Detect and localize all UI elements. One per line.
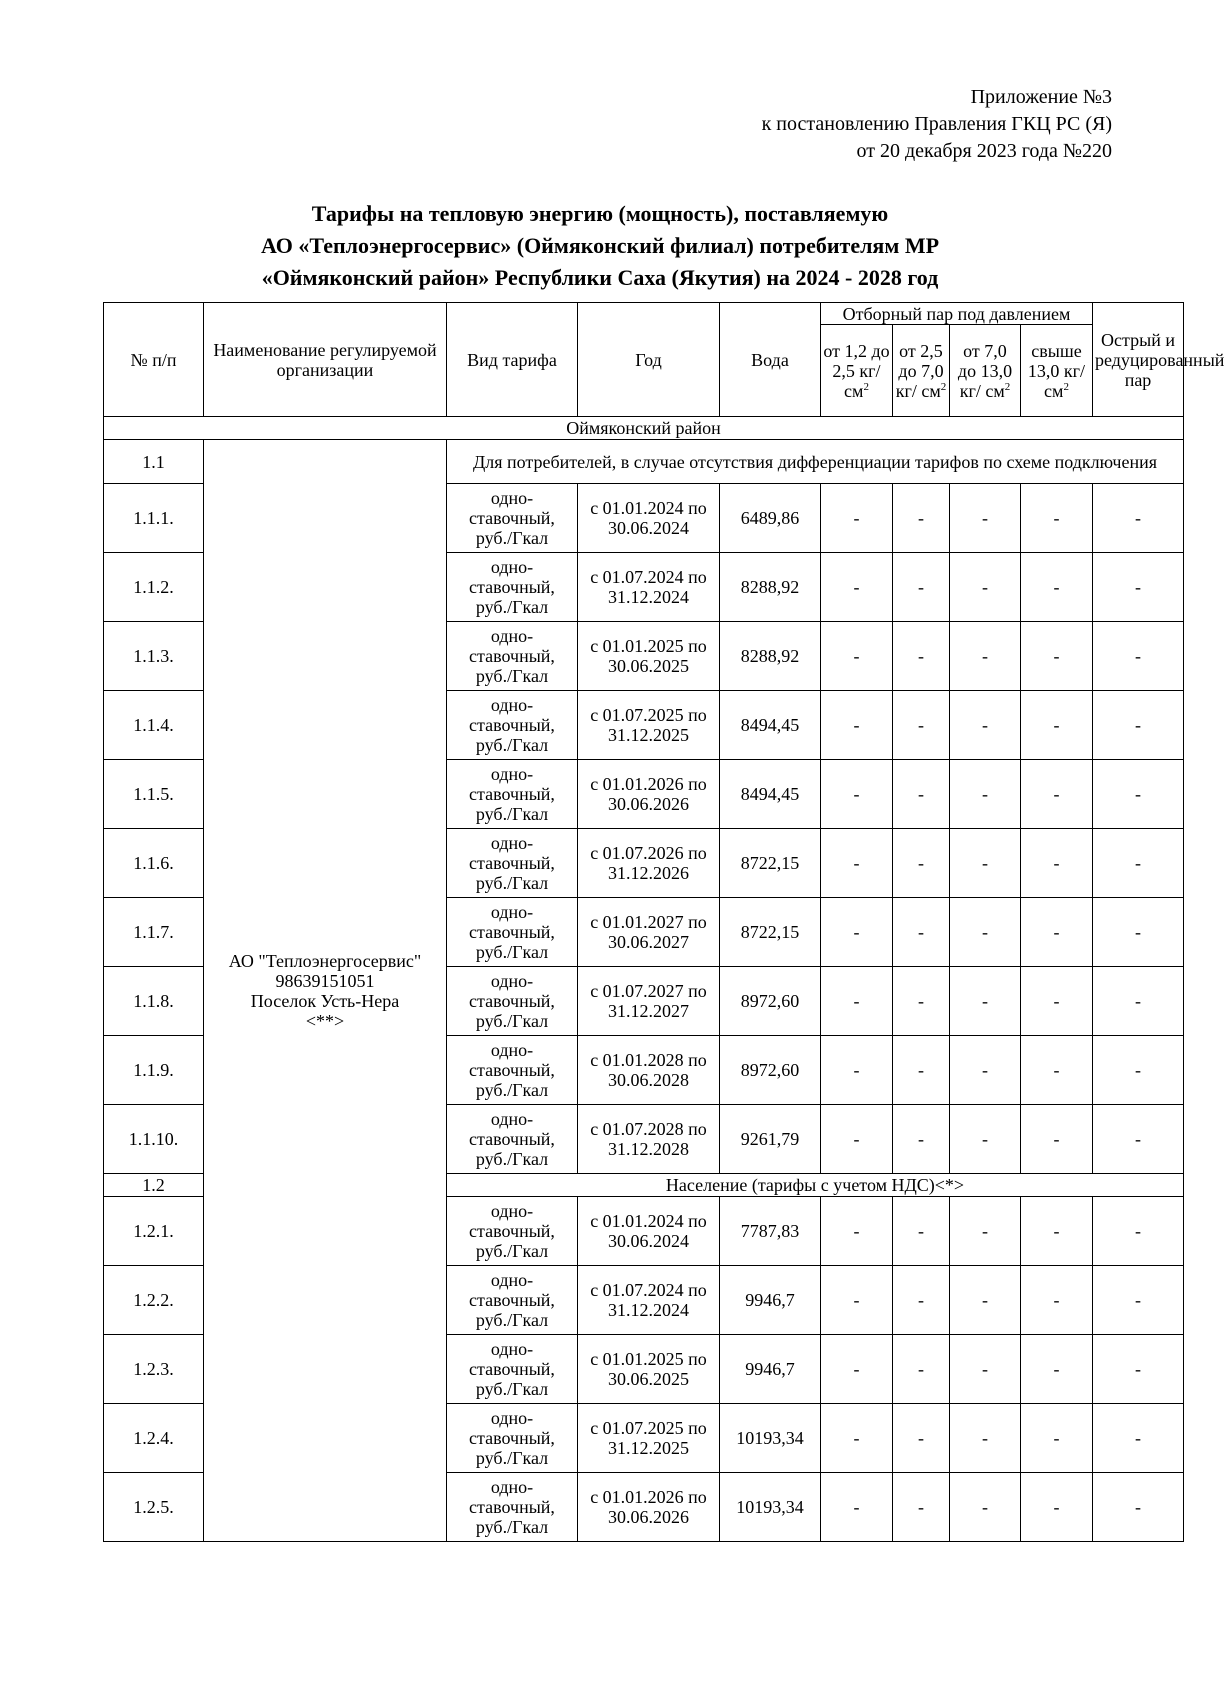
group-2-title: Население (тарифы с учетом НДС)<*> — [447, 1174, 1184, 1197]
cell-p1: - — [821, 898, 893, 967]
cell-num: 1.2.5. — [104, 1473, 204, 1542]
cell-water: 8288,92 — [720, 622, 821, 691]
cell-water: 8972,60 — [720, 967, 821, 1036]
group-1-num: 1.1 — [104, 440, 204, 484]
cell-sharp: - — [1093, 484, 1184, 553]
cell-p4: - — [1021, 1105, 1093, 1174]
cell-sharp: - — [1093, 1473, 1184, 1542]
cell-tariff: одно-ставочный, руб./Гкал — [447, 484, 578, 553]
cell-num: 1.2.1. — [104, 1197, 204, 1266]
cell-num: 1.1.9. — [104, 1036, 204, 1105]
cell-period: с 01.01.2025 по 30.06.2025 — [578, 1335, 720, 1404]
header-pressure-1: от 1,2 до 2,5 кг/ $см^2$ — [821, 325, 893, 417]
cell-tariff: одно-ставочный, руб./Гкал — [447, 1404, 578, 1473]
cell-p2: - — [893, 967, 950, 1036]
cell-p4: - — [1021, 1473, 1093, 1542]
cell-num: 1.1.4. — [104, 691, 204, 760]
cell-p3: - — [950, 760, 1021, 829]
cell-p1: - — [821, 760, 893, 829]
document-title — [100, 198, 1100, 294]
cell-p3: - — [950, 1197, 1021, 1266]
cell-p2: - — [893, 1266, 950, 1335]
appendix-resolution: к постановлению Правления ГКЦ РС (Я) — [761, 113, 1112, 135]
cell-tariff: одно-ставочный, руб./Гкал — [447, 1335, 578, 1404]
organization-cell — [204, 440, 447, 1542]
cell-p1: - — [821, 1404, 893, 1473]
cell-p3: - — [950, 622, 1021, 691]
appendix-header — [762, 84, 1112, 165]
cell-tariff: одно-ставочный, руб./Гкал — [447, 1105, 578, 1174]
cell-p2: - — [893, 829, 950, 898]
section-title: Оймяконский район — [104, 417, 1184, 440]
cell-num: 1.2.4. — [104, 1404, 204, 1473]
cell-water: 8722,15 — [720, 898, 821, 967]
cell-sharp: - — [1093, 553, 1184, 622]
cell-period: с 01.07.2025 по 31.12.2025 — [578, 1404, 720, 1473]
cell-num: 1.1.1. — [104, 484, 204, 553]
cell-water: 8288,92 — [720, 553, 821, 622]
cell-p2: - — [893, 898, 950, 967]
cell-p1: - — [821, 622, 893, 691]
cell-p4: - — [1021, 484, 1093, 553]
cell-p2: - — [893, 691, 950, 760]
cell-water: 9946,7 — [720, 1335, 821, 1404]
cell-num: 1.1.5. — [104, 760, 204, 829]
cell-sharp: - — [1093, 1197, 1184, 1266]
cell-num: 1.2.2. — [104, 1266, 204, 1335]
cell-p3: - — [950, 691, 1021, 760]
cell-tariff: одно-ставочный, руб./Гкал — [447, 622, 578, 691]
cell-num: 1.1.7. — [104, 898, 204, 967]
cell-period: с 01.01.2027 по 30.06.2027 — [578, 898, 720, 967]
org-location: Поселок Усть-Нера — [250, 990, 400, 1011]
cell-p4: - — [1021, 691, 1093, 760]
cell-sharp: - — [1093, 1266, 1184, 1335]
header-org: Наименование регулируемой организации — [204, 303, 447, 417]
cell-water: 8972,60 — [720, 1036, 821, 1105]
cell-period: с 01.07.2027 по 31.12.2027 — [578, 967, 720, 1036]
cell-num: 1.2.3. — [104, 1335, 204, 1404]
cell-water: 6489,86 — [720, 484, 821, 553]
org-footnote: <**> — [305, 1010, 345, 1031]
cell-p3: - — [950, 484, 1021, 553]
cell-p2: - — [893, 1335, 950, 1404]
cell-sharp: - — [1093, 967, 1184, 1036]
cell-p1: - — [821, 1335, 893, 1404]
cell-tariff: одно-ставочный, руб./Гкал — [447, 1266, 578, 1335]
cell-water: 9261,79 — [720, 1105, 821, 1174]
cell-p3: - — [950, 1266, 1021, 1335]
cell-sharp: - — [1093, 829, 1184, 898]
cell-water: 8494,45 — [720, 691, 821, 760]
appendix-date: от 20 декабря 2023 года №220 — [856, 140, 1112, 162]
group-2-num: 1.2 — [104, 1174, 204, 1197]
cell-p4: - — [1021, 829, 1093, 898]
header-sharp-steam: Острый и редуцированный пар — [1093, 303, 1184, 417]
cell-period: с 01.01.2024 по 30.06.2024 — [578, 484, 720, 553]
cell-num: 1.1.6. — [104, 829, 204, 898]
cell-tariff: одно-ставочный, руб./Гкал — [447, 829, 578, 898]
cell-tariff: одно-ставочный, руб./Гкал — [447, 691, 578, 760]
cell-p2: - — [893, 760, 950, 829]
cell-sharp: - — [1093, 1105, 1184, 1174]
cell-p3: - — [950, 829, 1021, 898]
cell-period: с 01.01.2026 по 30.06.2026 — [578, 760, 720, 829]
cell-p3: - — [950, 1335, 1021, 1404]
cell-p4: - — [1021, 1036, 1093, 1105]
cell-p1: - — [821, 1105, 893, 1174]
cell-period: с 01.07.2028 по 31.12.2028 — [578, 1105, 720, 1174]
cell-period: с 01.01.2026 по 30.06.2026 — [578, 1473, 720, 1542]
cell-water: 8494,45 — [720, 760, 821, 829]
header-pressure-2: от 2,5 до 7,0 кг/ $см^2$ — [893, 325, 950, 417]
header-num: № п/п — [104, 303, 204, 417]
cell-p4: - — [1021, 760, 1093, 829]
header-year: Год — [578, 303, 720, 417]
cell-p4: - — [1021, 1404, 1093, 1473]
cell-tariff: одно-ставочный, руб./Гкал — [447, 1036, 578, 1105]
org-name: АО "Теплоэнергосервис" — [228, 950, 422, 971]
cell-p3: - — [950, 1404, 1021, 1473]
org-code: 98639151051 — [275, 970, 375, 991]
cell-p1: - — [821, 1473, 893, 1542]
cell-p2: - — [893, 1105, 950, 1174]
cell-period: с 01.01.2025 по 30.06.2025 — [578, 622, 720, 691]
header-water: Вода — [720, 303, 821, 417]
cell-period: с 01.07.2024 по 31.12.2024 — [578, 553, 720, 622]
title-line-1: Тарифы на тепловую энергию (мощность), поставляемую — [311, 201, 889, 226]
cell-sharp: - — [1093, 1036, 1184, 1105]
title-line-2: АО «Теплоэнергосервис» (Оймяконский филиал) потребителям МР — [260, 233, 940, 258]
cell-p1: - — [821, 691, 893, 760]
cell-sharp: - — [1093, 1335, 1184, 1404]
cell-water: 10193,34 — [720, 1473, 821, 1542]
cell-p2: - — [893, 1197, 950, 1266]
cell-p3: - — [950, 898, 1021, 967]
cell-p4: - — [1021, 967, 1093, 1036]
group-1-title: Для потребителей, в случае отсутствия дифференциации тарифов по схеме подключения — [447, 440, 1184, 484]
cell-p4: - — [1021, 898, 1093, 967]
cell-tariff: одно-ставочный, руб./Гкал — [447, 1197, 578, 1266]
cell-p1: - — [821, 553, 893, 622]
cell-p3: - — [950, 1105, 1021, 1174]
cell-tariff: одно-ставочный, руб./Гкал — [447, 760, 578, 829]
header-pressure-3: от 7,0 до 13,0 кг/ $см^2$ — [950, 325, 1021, 417]
cell-p2: - — [893, 1473, 950, 1542]
cell-tariff: одно-ставочный, руб./Гкал — [447, 967, 578, 1036]
cell-p1: - — [821, 1266, 893, 1335]
cell-p3: - — [950, 1036, 1021, 1105]
cell-water: 8722,15 — [720, 829, 821, 898]
cell-p3: - — [950, 967, 1021, 1036]
cell-tariff: одно-ставочный, руб./Гкал — [447, 1473, 578, 1542]
cell-tariff: одно-ставочный, руб./Гкал — [447, 553, 578, 622]
header-steam-group: Отборный пар под давлением — [821, 303, 1093, 325]
cell-p1: - — [821, 1036, 893, 1105]
cell-water: 9946,7 — [720, 1266, 821, 1335]
cell-p1: - — [821, 484, 893, 553]
cell-p3: - — [950, 1473, 1021, 1542]
cell-sharp: - — [1093, 1404, 1184, 1473]
cell-p2: - — [893, 1036, 950, 1105]
cell-num: 1.1.10. — [104, 1105, 204, 1174]
cell-num: 1.1.8. — [104, 967, 204, 1036]
title-line-3: «Оймяконский район» Республики Саха (Якутия) на 2024 - 2028 год — [261, 265, 939, 290]
cell-p4: - — [1021, 1335, 1093, 1404]
cell-period: с 01.01.2024 по 30.06.2024 — [578, 1197, 720, 1266]
cell-p1: - — [821, 967, 893, 1036]
cell-p4: - — [1021, 553, 1093, 622]
cell-period: с 01.07.2026 по 31.12.2026 — [578, 829, 720, 898]
cell-sharp: - — [1093, 622, 1184, 691]
appendix-number: Приложение №3 — [970, 86, 1112, 108]
cell-p2: - — [893, 553, 950, 622]
tariff-table — [103, 302, 1224, 1542]
cell-p2: - — [893, 484, 950, 553]
cell-p2: - — [893, 1404, 950, 1473]
cell-tariff: одно-ставочный, руб./Гкал — [447, 898, 578, 967]
cell-water: 7787,83 — [720, 1197, 821, 1266]
cell-sharp: - — [1093, 898, 1184, 967]
cell-p3: - — [950, 553, 1021, 622]
cell-p1: - — [821, 829, 893, 898]
cell-period: с 01.07.2025 по 31.12.2025 — [578, 691, 720, 760]
header-tariff-type: Вид тарифа — [447, 303, 578, 417]
header-pressure-4: свыше 13,0 кг/ $см^2$ — [1021, 325, 1093, 417]
cell-period: с 01.07.2024 по 31.12.2024 — [578, 1266, 720, 1335]
cell-p4: - — [1021, 1197, 1093, 1266]
cell-sharp: - — [1093, 760, 1184, 829]
cell-num: 1.1.2. — [104, 553, 204, 622]
cell-p4: - — [1021, 1266, 1093, 1335]
cell-num: 1.1.3. — [104, 622, 204, 691]
cell-period: с 01.01.2028 по 30.06.2028 — [578, 1036, 720, 1105]
cell-p2: - — [893, 622, 950, 691]
cell-p4: - — [1021, 622, 1093, 691]
cell-water: 10193,34 — [720, 1404, 821, 1473]
cell-p1: - — [821, 1197, 893, 1266]
cell-sharp: - — [1093, 691, 1184, 760]
